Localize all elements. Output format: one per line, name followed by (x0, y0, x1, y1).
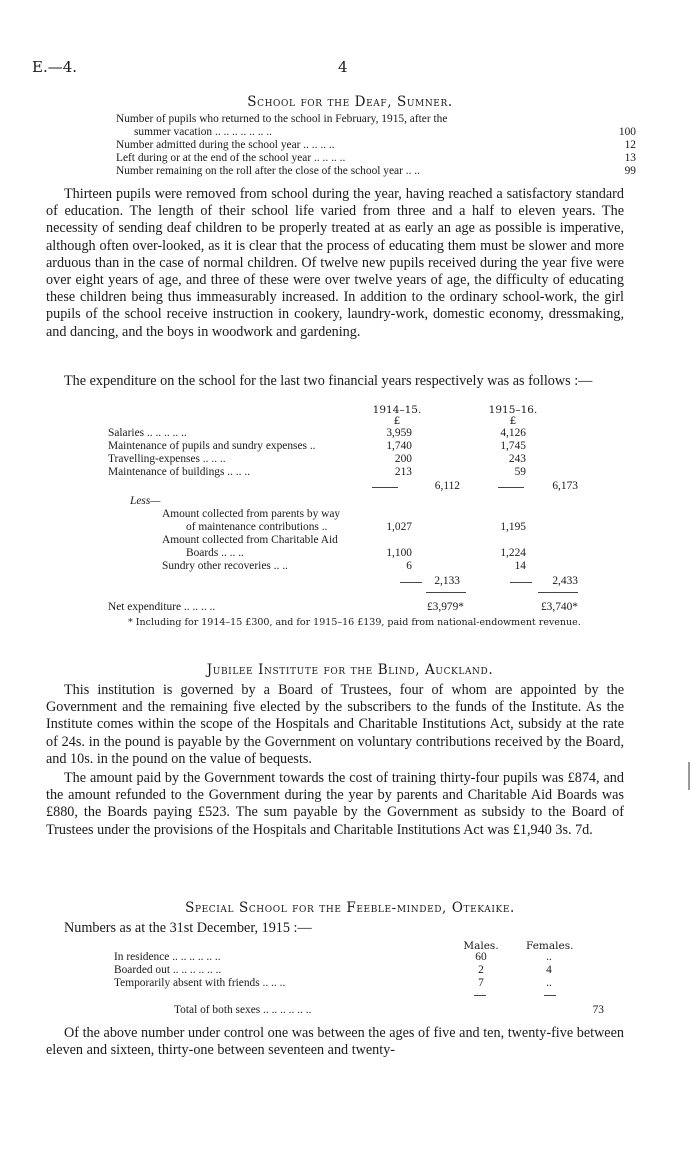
net-expenditure-amount: £3,740* (540, 601, 578, 613)
deduction-label: Amount collected from Charitable Aid (162, 534, 338, 546)
expense-amount: 1,745 (500, 440, 526, 452)
deaf-stat-value: 99 (624, 165, 636, 177)
deduction-label: Sundry other recoveries .. .. (162, 560, 288, 572)
net-expenditure-amount: £3,979* (426, 601, 464, 613)
blind-paragraph: This institution is governed by a Board of Trustees, four of whom are appointed by the Government and the remaining five elected by the subscribers to the funds of the Institute. As the Institute comes within the scope of the Hospitals and Charitable Institutions Act, subsidy at the rate of 24s. in the pound is payable by the Government on voluntary contributions received by the Board, and 10s. in the pound on the value of bequests. (46, 682, 624, 767)
expense-amount: 59 (514, 466, 526, 478)
numbers-label: Boarded out .. .. .. .. .. .. (114, 964, 222, 976)
deaf-expenditure-intro: The expenditure on the school for the last two financial years respectively was as follows :— (64, 373, 593, 389)
feeble-minded-school-heading: Special School for the Feeble-minded, Otekaike. (185, 900, 515, 916)
deduction-amount: 1,195 (500, 521, 526, 533)
expense-amount: 4,126 (500, 427, 526, 439)
deaf-stat-label: Number admitted during the school year .. .. .. .. (116, 139, 335, 151)
deaf-stat-row (116, 165, 636, 178)
expense-amount: 243 (508, 453, 526, 465)
expense-total: 6,112 (434, 480, 460, 492)
column-males: Males. (463, 940, 499, 952)
deduction-amount: 1,100 (386, 547, 412, 559)
deduction-amount: 1,224 (500, 547, 526, 559)
females-count: 4 (546, 964, 552, 976)
deduction-amount: 6 (406, 560, 412, 572)
deaf-paragraph: Thirteen pupils were removed from school during the year, having reached a satisfactory standard of education. The length of their school life varied from three and a half to eleven years. The necessity of sending deaf children to be properly treated at as early an age as possible is imperative, although often over-looked, as it is clear that the process of educating them must be slower and more arduous than in the case of normal children. Of twelve new pupils received during the year five were over eight years of age, and three of these were over twelve years of age, the difficulty of educating these children being thus immeasurably increased. In addition to the ordinary school-work, the girl pupils of the school receive instruction in cookery, laundry-work, domestic economy, dressmaking, and dancing, and the boys in woodwork and gardening. (46, 186, 624, 340)
deaf-stat-row (116, 113, 636, 126)
count-rule (544, 995, 556, 996)
column-year: 1915–16. (488, 404, 538, 416)
column-unit: £ (509, 415, 517, 427)
males-count: 7 (478, 977, 484, 989)
total-count: 73 (592, 1004, 604, 1016)
females-count: .. (546, 977, 552, 989)
expense-label: Maintenance of pupils and sundry expenses .. (108, 440, 316, 452)
deaf-stat-value: 12 (624, 139, 636, 151)
numbers-label: Temporarily absent with friends .. .. .. (114, 977, 286, 989)
blind-paragraph: The amount paid by the Government towards the cost of training thirty-four pupils was £874, and the amount refunded to the Government during the year by parents and Charitable Aid Boards was £880, the Boards paying £523. The sum payable by the Government as subsidy to the Board of Trustees under the provisions of the Hospitals and Charitable Institutions Act was £1,940 3s. 7d. (46, 770, 624, 838)
subtotal-rule (400, 582, 422, 583)
males-count: 2 (478, 964, 484, 976)
deduction-label: Boards .. .. .. (186, 547, 244, 559)
total-rule (426, 592, 466, 593)
numbers-label: In residence .. .. .. .. .. .. (114, 951, 221, 963)
column-year: 1914–15. (372, 404, 422, 416)
deaf-stat-label: Number of pupils who returned to the school in February, 1915, after the (116, 113, 448, 125)
deduction-total: 2,433 (552, 575, 578, 587)
expense-total: 6,173 (552, 480, 578, 492)
subtotal-rule (498, 487, 524, 488)
expense-amount: 200 (394, 453, 412, 465)
deaf-stat-row (116, 139, 636, 152)
deduction-label: Amount collected from parents by way (162, 508, 341, 520)
expense-label: Travelling-expenses .. .. .. (108, 453, 226, 465)
expense-amount: 3,959 (386, 427, 412, 439)
expense-amount: 1,740 (386, 440, 412, 452)
total-rule (538, 592, 578, 593)
subtotal-rule (510, 582, 532, 583)
numbers-intro: Numbers as at the 31st December, 1915 :— (64, 920, 312, 936)
column-unit: £ (393, 415, 401, 427)
column-females: Females. (526, 940, 574, 952)
deduction-total: 2,133 (434, 575, 460, 587)
net-expenditure-label: Net expenditure .. .. .. .. (108, 601, 216, 613)
deduction-label: of maintenance contributions .. (186, 521, 328, 533)
deaf-stat-value: 13 (624, 152, 636, 164)
blind-institute-heading: Jubilee Institute for the Blind, Auckland. (206, 662, 494, 678)
deaf-stat-row (116, 152, 636, 165)
deaf-stat-row (116, 126, 636, 139)
deaf-stat-label: Number remaining on the roll after the close of the school year .. .. (116, 165, 420, 177)
page-code: E.—4. (32, 58, 78, 76)
females-count: .. (546, 951, 552, 963)
scan-mark (688, 762, 690, 790)
expense-label: Maintenance of buildings .. .. .. (108, 466, 251, 478)
males-count: 60 (475, 951, 487, 963)
expense-label: Salaries .. .. .. .. .. (108, 427, 187, 439)
feeble-minded-paragraph: Of the above number under control one was between the ages of five and ten, twenty-five between eleven and sixteen, thirty-one between seventeen and twenty- (46, 1025, 624, 1059)
deduction-amount: 14 (514, 560, 526, 572)
deaf-stat-label: Left during or at the end of the school year .. .. .. .. (116, 152, 346, 164)
count-rule (474, 995, 486, 996)
expenditure-footnote: * Including for 1914–15 £300, and for 1915–16 £139, paid from national-endowment revenue. (128, 617, 581, 628)
deaf-stat-label: summer vacation .. .. .. .. .. .. .. (134, 126, 272, 138)
total-label: Total of both sexes .. .. .. .. .. .. (174, 1004, 312, 1016)
deaf-stat-value: 100 (618, 126, 636, 138)
deaf-school-heading: School for the Deaf, Sumner. (247, 94, 453, 110)
deduction-amount: 1,027 (386, 521, 412, 533)
page-number: 4 (338, 58, 348, 76)
subtotal-rule (372, 487, 398, 488)
less-label: Less— (130, 495, 161, 507)
expense-amount: 213 (394, 466, 412, 478)
